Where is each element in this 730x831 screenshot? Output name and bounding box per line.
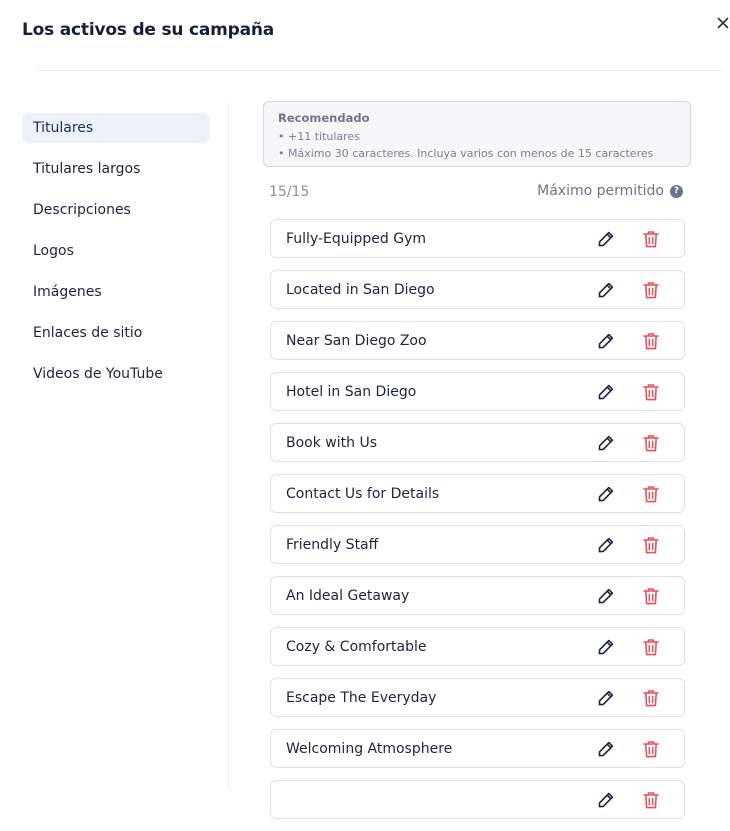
headline-row: [270, 219, 685, 258]
trash-icon[interactable]: [642, 535, 660, 555]
edit-icon[interactable]: [596, 790, 616, 810]
trash-icon[interactable]: [642, 688, 660, 708]
headline-text: An Ideal Getaway: [286, 587, 410, 604]
edit-icon[interactable]: [596, 433, 616, 453]
trash-icon[interactable]: [642, 280, 660, 300]
vertical-divider: [228, 101, 229, 790]
sidebar-item-titulares-largos[interactable]: [22, 154, 210, 184]
edit-icon[interactable]: [596, 637, 616, 657]
sidebar-item-label: Logos: [33, 243, 74, 259]
headline-row: [270, 270, 685, 309]
sidebar-item-label: Titulares largos: [33, 161, 141, 177]
sidebar-item-label: Imágenes: [33, 284, 102, 300]
headline-text: Cozy & Comfortable: [286, 638, 427, 655]
headline-row: [270, 525, 685, 564]
trash-icon[interactable]: [642, 229, 660, 249]
trash-icon[interactable]: [642, 586, 660, 606]
sidebar-item-logos[interactable]: [22, 236, 210, 266]
recommendation-box: [263, 101, 691, 167]
sidebar-item-imagenes[interactable]: [22, 277, 210, 307]
edit-icon[interactable]: [596, 535, 616, 555]
help-icon[interactable]: ?: [670, 185, 683, 198]
headline-row: [270, 372, 685, 411]
trash-icon[interactable]: [642, 790, 660, 810]
edit-icon[interactable]: [596, 382, 616, 402]
sidebar-item-descripciones[interactable]: [22, 195, 210, 225]
max-allowed-label: [537, 183, 683, 199]
sidebar-item-label: Videos de YouTube: [33, 366, 163, 382]
headline-row: [270, 321, 685, 360]
trash-icon[interactable]: [642, 484, 660, 504]
headline-row: [270, 678, 685, 717]
edit-icon[interactable]: [596, 688, 616, 708]
trash-icon[interactable]: [642, 331, 660, 351]
sidebar-item-titulares[interactable]: [22, 113, 210, 143]
edit-icon[interactable]: [596, 229, 616, 249]
recommendation-line: • +11 titulares: [278, 130, 360, 143]
modal-title: Los activos de su campaña: [22, 20, 275, 40]
recommendation-title: Recomendado: [278, 111, 370, 125]
headline-row: [270, 729, 685, 768]
headline-text: Hotel in San Diego: [286, 383, 417, 400]
headline-row: [270, 423, 685, 462]
headline-row: [270, 627, 685, 666]
trash-icon[interactable]: [642, 739, 660, 759]
edit-icon[interactable]: [596, 280, 616, 300]
headline-list: [270, 219, 685, 831]
trash-icon[interactable]: [642, 382, 660, 402]
close-button[interactable]: [712, 12, 730, 34]
headline-text: Book with Us: [286, 434, 377, 451]
edit-icon[interactable]: [596, 586, 616, 606]
sidebar-item-label: Descripciones: [33, 202, 131, 218]
header-divider: [36, 70, 722, 71]
sidebar-item-label: Titulares: [33, 120, 94, 136]
edit-icon[interactable]: [596, 484, 616, 504]
headline-row: [270, 780, 685, 819]
headline-text: Friendly Staff: [286, 536, 379, 553]
max-allowed-text: Máximo permitido: [537, 183, 664, 199]
edit-icon[interactable]: [596, 739, 616, 759]
headline-count: 15/15: [269, 184, 310, 200]
headline-text: Contact Us for Details: [286, 485, 440, 502]
edit-icon[interactable]: [596, 331, 616, 351]
sidebar-item-videos-de-youtube[interactable]: [22, 359, 210, 389]
recommendation-line: • Máximo 30 caracteres. Incluya varios con menos de 15 caracteres: [278, 147, 654, 160]
headline-text: Near San Diego Zoo: [286, 332, 427, 349]
trash-icon[interactable]: [642, 637, 660, 657]
headline-row: [270, 576, 685, 615]
headline-row: [270, 474, 685, 513]
headline-text: Escape The Everyday: [286, 689, 437, 706]
sidebar-nav: [22, 113, 210, 400]
headline-text: Fully-Equipped Gym: [286, 230, 427, 247]
close-icon: [717, 17, 729, 29]
sidebar-item-enlaces-de-sitio[interactable]: [22, 318, 210, 348]
headline-text: Located in San Diego: [286, 281, 435, 298]
trash-icon[interactable]: [642, 433, 660, 453]
headline-text: Welcoming Atmosphere: [286, 740, 453, 757]
sidebar-item-label: Enlaces de sitio: [33, 325, 143, 341]
